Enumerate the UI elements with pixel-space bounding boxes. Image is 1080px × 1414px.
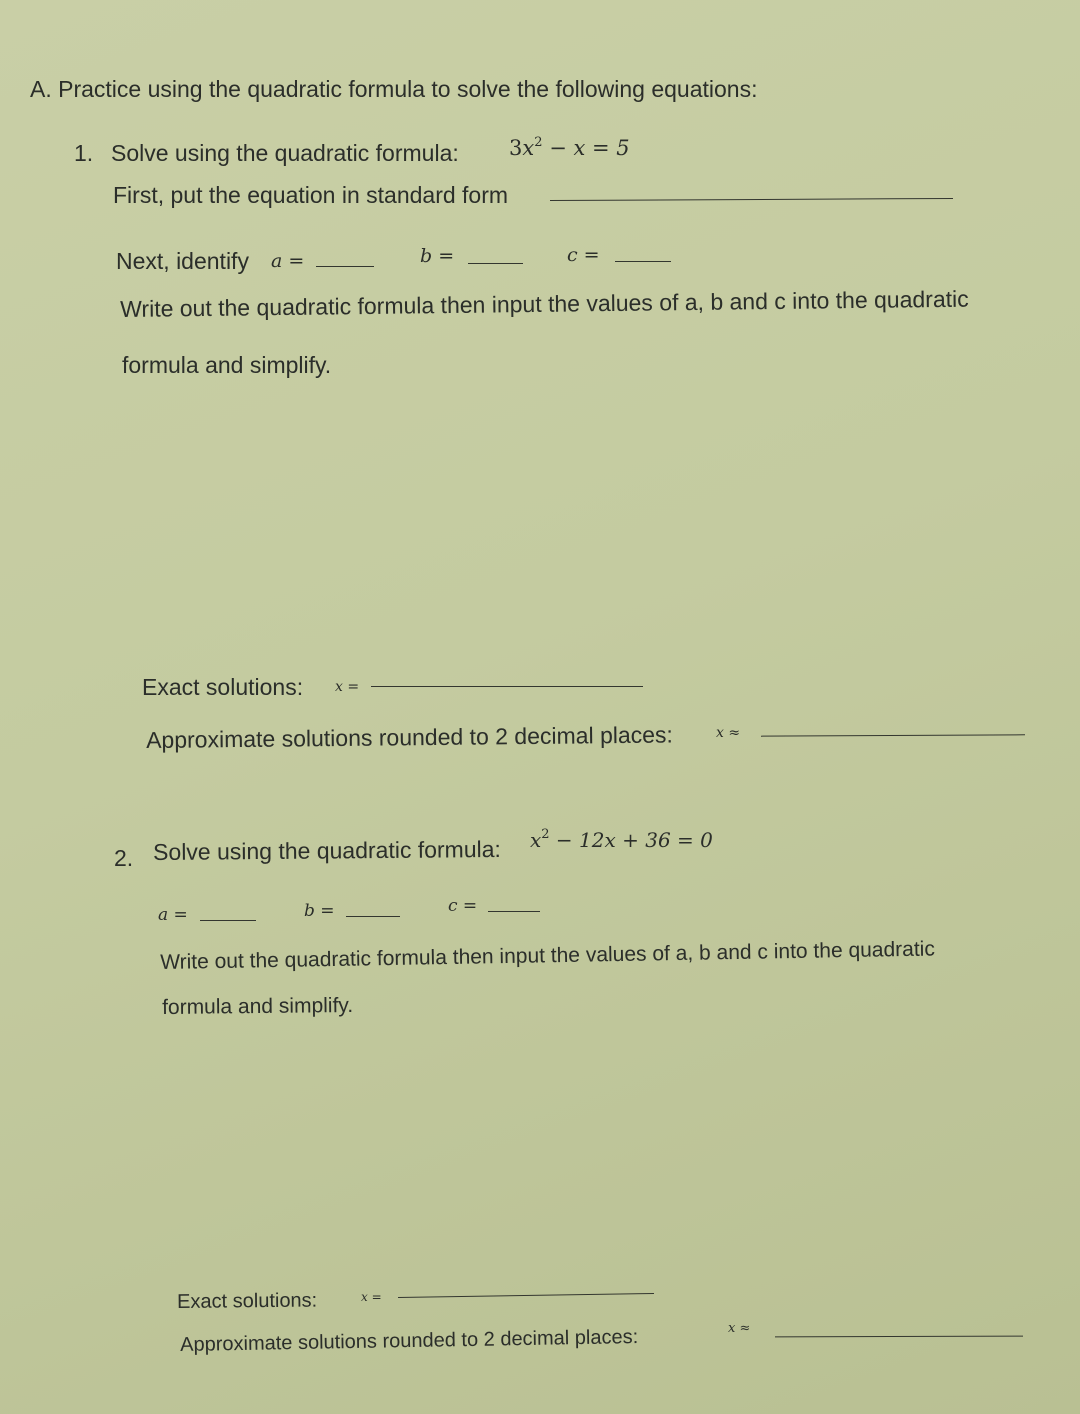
problem1-exact-blank[interactable] [371, 686, 643, 687]
problem2-a-label: a = [158, 905, 188, 925]
standard-form-blank[interactable] [550, 198, 953, 201]
problem1-number: 1. [74, 140, 94, 166]
problem1-a-label: a = [271, 250, 305, 272]
problem2-c-label: c = [448, 896, 478, 916]
problem1-approx-label: Approximate solutions rounded to 2 decimal places: [146, 721, 673, 753]
problem2-b-blank[interactable] [346, 916, 400, 917]
problem2-approx-label: Approximate solutions rounded to 2 decimal places: [180, 1326, 639, 1356]
problem2-a-blank[interactable] [200, 920, 256, 921]
problem1-approx-blank[interactable] [761, 734, 1025, 736]
problem1-c-blank[interactable] [615, 261, 671, 262]
problem2-prompt: Solve using the quadratic formula: [153, 835, 501, 865]
problem1-exact-var: x = [335, 679, 360, 695]
problem2-instructions-line2: formula and simplify. [162, 993, 354, 1019]
problem2-approx-var: x ≈ [728, 1321, 751, 1336]
problem1-c-label: c = [567, 244, 600, 266]
problem2-c-blank[interactable] [488, 911, 540, 912]
problem1-approx-var: x ≈ [716, 725, 741, 741]
problem1-exact-label: Exact solutions: [142, 674, 304, 700]
problem1-instructions-line2: formula and simplify. [122, 352, 332, 378]
problem2-exact-label: Exact solutions: [177, 1289, 318, 1313]
problem2-equation: $x^2 - 12x + 36 = 0$ [530, 827, 713, 852]
identify-label: Next, identify [116, 248, 249, 274]
standard-form-label: First, put the equation in standard form [113, 182, 509, 208]
problem1-b-blank[interactable] [468, 263, 523, 264]
problem2-exact-var: x = [361, 1290, 382, 1304]
problem2-b-label: b = [304, 901, 335, 921]
problem1-equation: $3x^2 - x = 5$ [509, 135, 630, 160]
problem1-prompt: Solve using the quadratic formula: [111, 140, 459, 166]
problem1-a-blank[interactable] [316, 266, 374, 267]
problem1-instructions-line1: Write out the quadratic formula then input the values of a, b and c into the quadratic [120, 285, 969, 322]
problem2-exact-blank[interactable] [398, 1293, 654, 1298]
problem2-instructions-line1: Write out the quadratic formula then input the values of a, b and c into the quadratic [160, 937, 936, 974]
problem2-approx-blank[interactable] [775, 1336, 1023, 1338]
problem1-b-label: b = [420, 245, 455, 267]
problem2-number: 2. [114, 845, 134, 871]
section-heading: A. Practice using the quadratic formula to solve the following equations: [30, 76, 758, 102]
